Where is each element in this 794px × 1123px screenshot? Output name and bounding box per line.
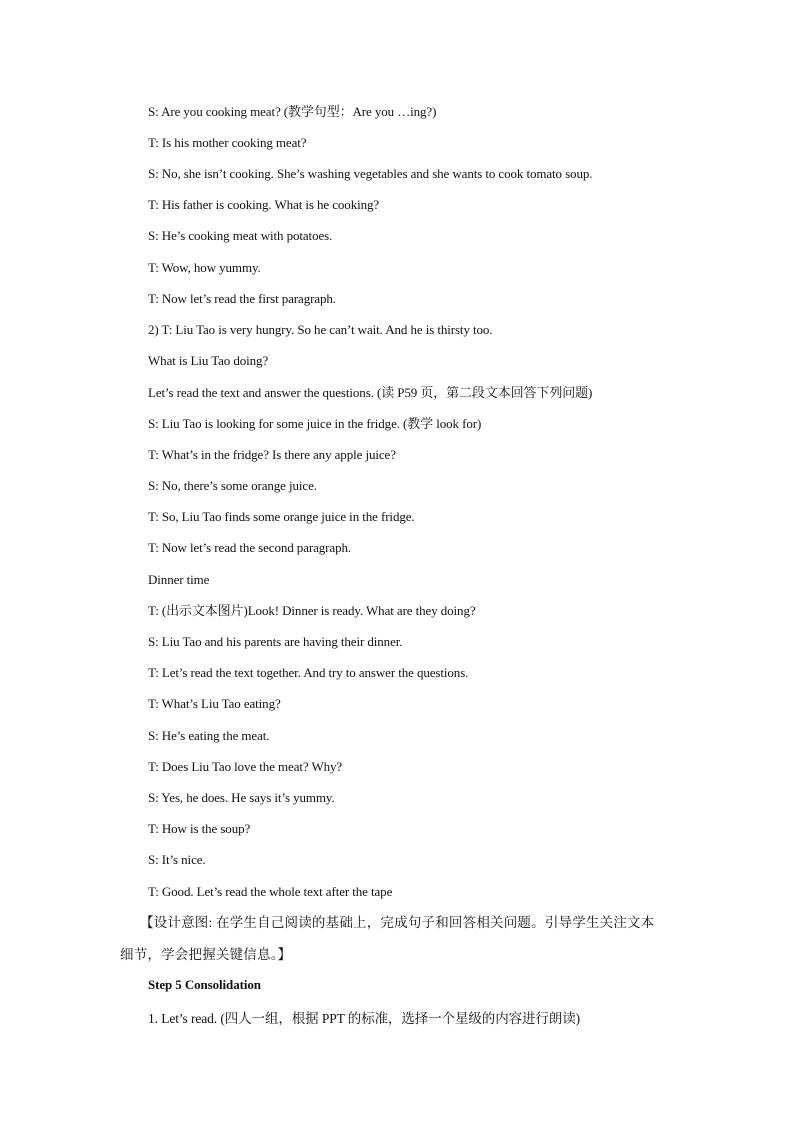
dialogue-line: T: His father is cooking. What is he cooking?: [148, 197, 380, 212]
dialogue-line: S: Are you cooking meat? (教学句型：Are you …ing?): [148, 104, 437, 119]
dialogue-line: S: Yes, he does. He says it’s yummy.: [148, 790, 335, 805]
dialogue-line: S: No, there’s some orange juice.: [148, 478, 317, 493]
dialogue-line: Let’s read the text and answer the questions. (读 P59 页，第二段文本回答下列问题): [148, 385, 593, 400]
design-intent-line: 【设计意图: 在学生自己阅读的基础上，完成句子和回答相关问题。引导学生关注文本: [140, 915, 655, 930]
dialogue-line: S: It’s nice.: [148, 852, 206, 867]
dialogue-line: S: Liu Tao is looking for some juice in the fridge. (教学 look for): [148, 416, 482, 431]
design-intent-line: 细节，学会把握关键信息。】: [120, 947, 292, 962]
dialogue-line: T: Now let’s read the first paragraph.: [148, 291, 336, 306]
dialogue-line: T: What’s Liu Tao eating?: [148, 696, 281, 711]
dialogue-line: T: Let’s read the text together. And try to answer the questions.: [148, 665, 469, 680]
dialogue-line: S: No, she isn’t cooking. She’s washing vegetables and she wants to cook tomato soup.: [148, 166, 593, 181]
dialogue-line: S: He’s cooking meat with potatoes.: [148, 228, 333, 243]
dialogue-line: T: Good. Let’s read the whole text after the tape: [148, 884, 393, 899]
dialogue-line: S: He’s eating the meat.: [148, 728, 270, 743]
dialogue-line: S: Liu Tao and his parents are having their dinner.: [148, 634, 403, 649]
step-item: 1. Let’s read. (四人一组，根据 PPT 的标准，选择一个星级的内容进行朗读): [148, 1011, 581, 1026]
dialogue-line: T: (出示文本图片)Look! Dinner is ready. What are they doing?: [148, 603, 476, 618]
dialogue-line: T: Wow, how yummy.: [148, 260, 261, 275]
dialogue-line: T: How is the soup?: [148, 821, 251, 836]
dialogue-line: T: What’s in the fridge? Is there any apple juice?: [148, 447, 396, 462]
step-heading: Step 5 Consolidation: [148, 977, 261, 992]
dialogue-line: T: Is his mother cooking meat?: [148, 135, 307, 150]
dialogue-line: T: Does Liu Tao love the meat? Why?: [148, 759, 343, 774]
dialogue-line: T: So, Liu Tao finds some orange juice in the fridge.: [148, 509, 415, 524]
dialogue-line: What is Liu Tao doing?: [148, 353, 269, 368]
dialogue-line: T: Now let’s read the second paragraph.: [148, 540, 352, 555]
design-intent: [120, 907, 680, 971]
dialogue-line: 2) T: Liu Tao is very hungry. So he can’t wait. And he is thirsty too.: [148, 322, 493, 337]
section-label: Dinner time: [148, 572, 210, 587]
